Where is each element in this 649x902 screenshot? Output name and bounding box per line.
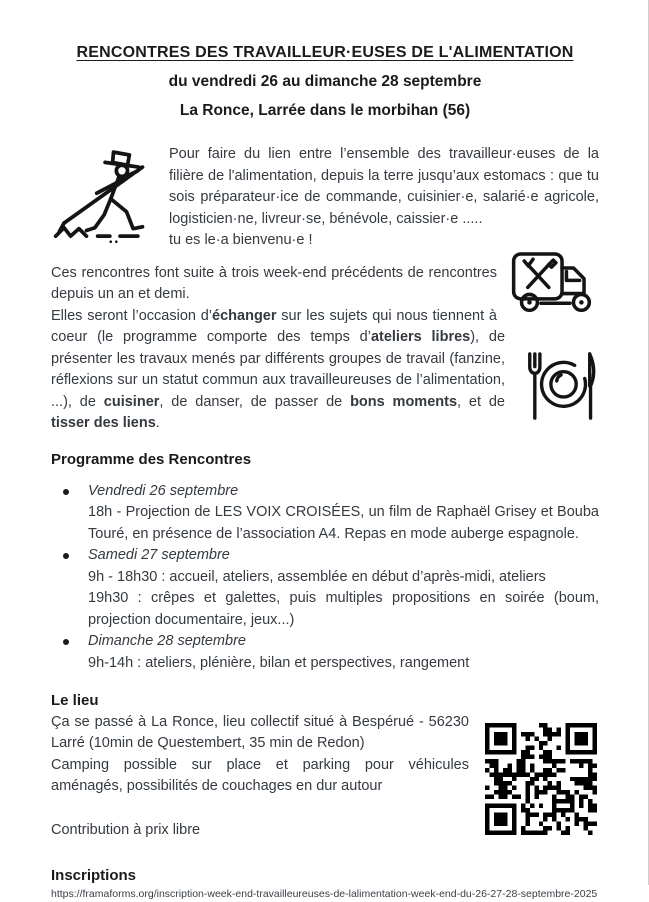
program-day-detail: 19h30 : crêpes et galettes, puis multiples propositions en soirée (boum, projection documentaire, jeux...) [88, 590, 599, 628]
about-paragraph-2 [51, 306, 599, 435]
program-day-date: Samedi 27 septembre [88, 547, 230, 563]
about-seg: sur les sujets qui nous tiennent à coeur (le programme comporte des temps d’ [51, 307, 497, 345]
program-day-date: Dimanche 28 septembre [88, 633, 246, 649]
about-seg: ), de présenter les travaux menés par différents groupes de travail (fanzine, réflexions sur un statut commun aux travailleureuses de l’alimentation, ...), de [51, 329, 506, 410]
venue-contribution: Contribution à prix libre [51, 821, 201, 838]
venue-address: Ça se passé à La Ronce, lieu collectif situé à Bespérué - 56230 Larré (10min de Questembert, 35 min de Redon) [51, 713, 469, 751]
intro-text [169, 144, 599, 252]
program-day-detail: 18h - Projection de LES VOIX CROISÉES, un film de Raphaël Grisey et Bouba Touré, en présence de l’association A4. Repas en mode auberge espagnole. [88, 504, 599, 542]
program-day-detail: 9h - 18h30 : accueil, ateliers, assemblée en début d’après-midi, ateliers [88, 568, 546, 585]
about-seg-bold: échanger [212, 307, 277, 324]
intro-welcome: tu es le·a bienvenu·e ! [169, 232, 313, 248]
about-seg: Elles seront l’occasion d’ [51, 307, 213, 324]
food-truck-icon [511, 251, 599, 315]
about-seg-bold: ateliers libres [370, 329, 471, 345]
program-day-detail: 9h-14h : ateliers, plénière, bilan et perspectives, rangement [88, 654, 470, 671]
venue-camping: Camping possible sur place et parking pour véhicules aménagés, possibilités de couchages en dur autour [51, 756, 469, 794]
about-seg: . [155, 415, 160, 431]
program-list [51, 481, 599, 675]
qr-code [485, 723, 597, 835]
program-heading: Programme des Rencontres [51, 450, 252, 468]
bullet-icon [63, 639, 69, 645]
bullet-icon [63, 489, 69, 495]
program-day-friday [51, 481, 599, 546]
about-seg: , de danser, de passer de [159, 393, 351, 410]
farmer-tilling-icon [51, 144, 169, 252]
intro-paragraph: Pour faire du lien entre l’ensemble des travailleur·euses de la filière de l'alimentation, depuis la terre jusqu’aux estomacs : que tu sois préparateur·ice de commande, cuisinier·e, salarié·e agricole, logisticien·ne, livreur·se, bénévole, caissier·e ..... [169, 146, 599, 227]
program-day-date: Vendredi 26 septembre [88, 482, 239, 499]
venue-heading: Le lieu [51, 692, 99, 709]
registration-url-link[interactable]: https://framaforms.org/inscription-week-end-travailleureuses-de-lalimentation-week-end-du-26-27-28-septembre-2025 [51, 887, 598, 900]
program-day-sunday [51, 631, 599, 674]
intro-section [51, 144, 599, 252]
registration-section [51, 843, 599, 902]
plate-cutlery-icon [523, 345, 599, 427]
about-seg-bold: cuisiner [103, 393, 160, 410]
about-seg-bold: tisser des liens [51, 415, 156, 431]
about-seg-bold: bons moments [350, 393, 458, 410]
program-day-saturday [51, 545, 599, 631]
page-title: RENCONTRES DES TRAVAILLEUR·EUSES DE L'ALIMENTATION [76, 44, 574, 61]
event-dates: du vendredi 26 au dimanche 28 septembre [168, 73, 482, 90]
bullet-icon [63, 553, 69, 559]
about-section [51, 263, 599, 435]
registration-heading: Inscriptions [51, 866, 137, 884]
event-location: La Ronce, Larrée dans le morbihan (56) [179, 102, 471, 119]
header [51, 38, 599, 125]
about-seg: , et de [457, 393, 505, 410]
venue-section [51, 690, 599, 841]
about-paragraph-1: Ces rencontres font suite à trois week-end précédents de rencontres depuis un an et demi. [51, 264, 497, 302]
